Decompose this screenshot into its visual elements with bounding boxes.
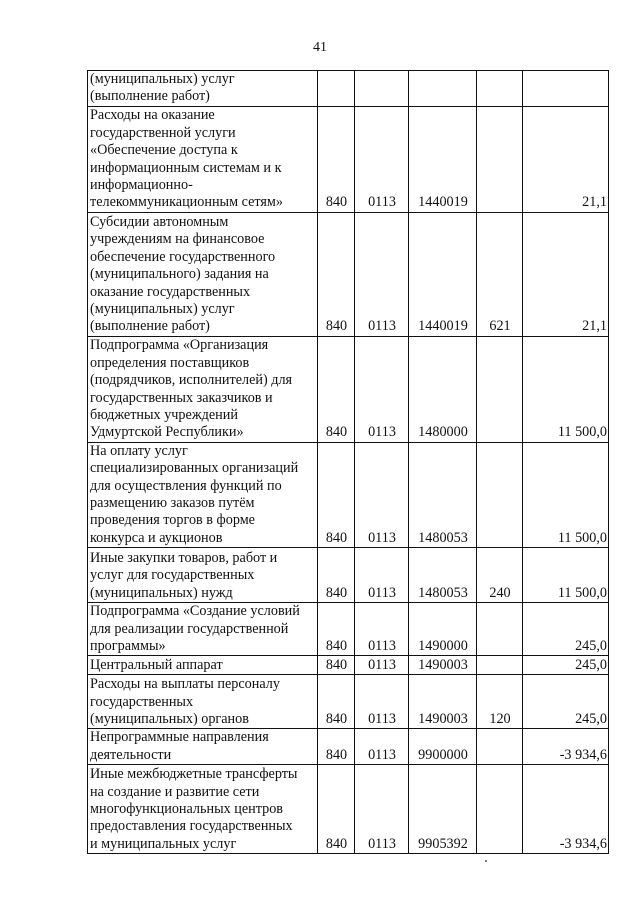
target-article-code: 1440019 (409, 212, 477, 336)
section-code: 0113 (355, 765, 409, 854)
ministry-code: 840 (318, 729, 355, 765)
amount: 11 500,0 (523, 336, 609, 442)
amount: 21,1 (523, 212, 609, 336)
row-name: Иные межбюджетные трансферты на создание и развитие сети многофункциональных центров предоставления государственных и муниципальных услуг (88, 765, 318, 854)
table-row (88, 106, 609, 212)
target-article-code: 1480053 (409, 548, 477, 603)
ministry-code (318, 71, 355, 107)
ministry-code: 840 (318, 212, 355, 336)
amount: 245,0 (523, 603, 609, 656)
section-code: 0113 (355, 675, 409, 729)
amount (523, 71, 609, 107)
amount: 245,0 (523, 675, 609, 729)
row-name: Расходы на выплаты персоналу государственных (муниципальных) органов (88, 675, 318, 729)
expense-type-code (477, 336, 523, 442)
table-row (88, 212, 609, 336)
section-code: 0113 (355, 603, 409, 656)
table-row (88, 675, 609, 729)
expense-type-code (477, 603, 523, 656)
expense-type-code: 621 (477, 212, 523, 336)
amount: 11 500,0 (523, 548, 609, 603)
row-name: (муниципальных) услуг (выполнение работ) (88, 71, 318, 107)
table-row (88, 548, 609, 603)
amount: 245,0 (523, 656, 609, 675)
row-name: Подпрограмма «Организация определения поставщиков (подрядчиков, исполнителей) для государственных заказчиков и бюджетных учреждений Удмуртской Республики» (88, 336, 318, 442)
ministry-code: 840 (318, 656, 355, 675)
target-article-code: 1490000 (409, 603, 477, 656)
section-code: 0113 (355, 336, 409, 442)
scan-speck (485, 860, 487, 862)
target-article-code: 9900000 (409, 729, 477, 765)
ministry-code: 840 (318, 603, 355, 656)
page-number: 41 (313, 40, 327, 55)
section-code: 0113 (355, 442, 409, 547)
row-name: Расходы на оказание государственной услуги «Обеспечение доступа к информационным системам и к информационно- телекоммуникационным сетям» (88, 106, 318, 212)
expense-type-code (477, 442, 523, 547)
table-row (88, 603, 609, 656)
ministry-code: 840 (318, 336, 355, 442)
section-code (355, 71, 409, 107)
row-name: Иные закупки товаров, работ и услуг для государственных (муниципальных) нужд (88, 548, 318, 603)
ministry-code: 840 (318, 548, 355, 603)
ministry-code: 840 (318, 442, 355, 547)
amount: 21,1 (523, 106, 609, 212)
target-article-code: 1440019 (409, 106, 477, 212)
table-row (88, 442, 609, 547)
expense-type-code (477, 765, 523, 854)
section-code: 0113 (355, 548, 409, 603)
section-code: 0113 (355, 656, 409, 675)
table-row (88, 656, 609, 675)
target-article-code: 1490003 (409, 675, 477, 729)
amount: -3 934,6 (523, 729, 609, 765)
expense-type-code: 120 (477, 675, 523, 729)
expense-type-code (477, 729, 523, 765)
row-name: На оплату услуг специализированных организаций для осуществления функций по размещению заказов путём проведения торгов в форме конкурса и аукционов (88, 442, 318, 547)
table-row (88, 765, 609, 854)
table-row (88, 729, 609, 765)
row-name: Субсидии автономным учреждениям на финансовое обеспечение государственного (муниципального) задания на оказание государственных (муниципальных) услуг (выполнение работ) (88, 212, 318, 336)
target-article-code: 9905392 (409, 765, 477, 854)
section-code: 0113 (355, 729, 409, 765)
amount: -3 934,6 (523, 765, 609, 854)
expense-type-code: 240 (477, 548, 523, 603)
expense-type-code (477, 656, 523, 675)
amount: 11 500,0 (523, 442, 609, 547)
ministry-code: 840 (318, 675, 355, 729)
section-code: 0113 (355, 106, 409, 212)
budget-table (87, 70, 609, 854)
target-article-code (409, 71, 477, 107)
section-code: 0113 (355, 212, 409, 336)
table-row (88, 336, 609, 442)
target-article-code: 1480053 (409, 442, 477, 547)
ministry-code: 840 (318, 765, 355, 854)
table-row (88, 71, 609, 107)
ministry-code: 840 (318, 106, 355, 212)
target-article-code: 1480000 (409, 336, 477, 442)
expense-type-code (477, 71, 523, 107)
target-article-code: 1490003 (409, 656, 477, 675)
row-name: Непрограммные направления деятельности (88, 729, 318, 765)
row-name: Подпрограмма «Создание условий для реализации государственной программы» (88, 603, 318, 656)
expense-type-code (477, 106, 523, 212)
row-name: Центральный аппарат (88, 656, 318, 675)
